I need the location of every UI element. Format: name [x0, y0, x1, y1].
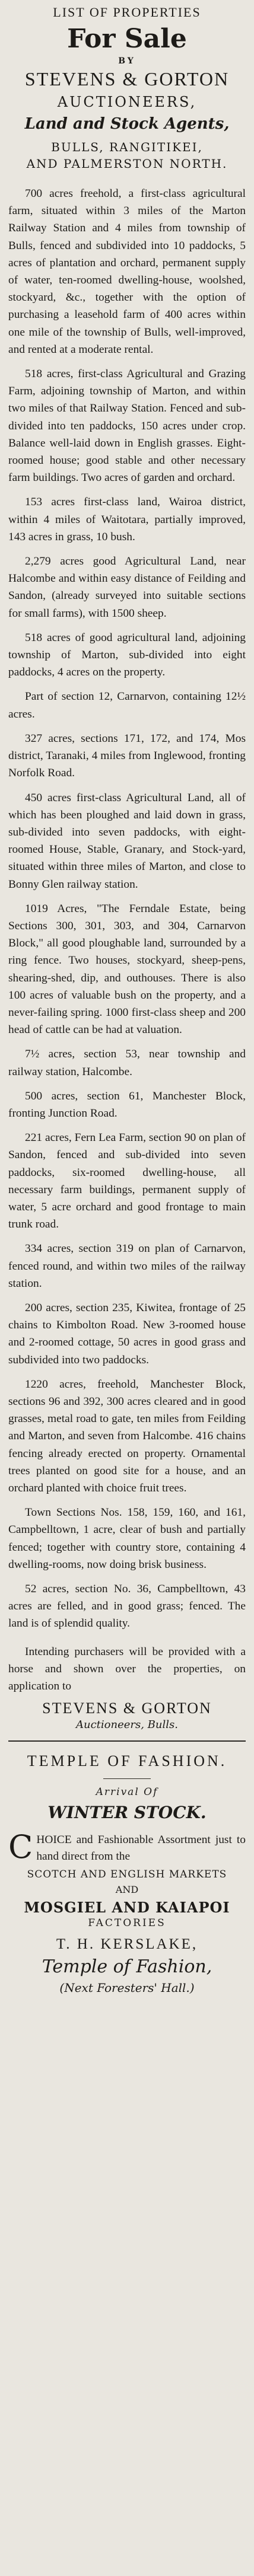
- proprietor-name: T. H. KERSLAKE,: [56, 1936, 198, 1953]
- property-item: 153 acres first-class land, Wairoa district, within 4 miles of Waitotara, partially improved, 143 acres in grass, 10 bush.: [8, 496, 246, 543]
- purchasers-notice: Intending purchasers will be provided with a horse and shown over the properties, on application to: [8, 1645, 246, 1693]
- location-note: (Next Foresters' Hall.): [59, 1981, 195, 1995]
- temple-name: Temple of Fashion,: [42, 1956, 212, 1978]
- signature-subtitle: Auctioneers, Bulls.: [76, 1719, 178, 1732]
- temple-body: [8, 1828, 246, 1866]
- property-item: 700 acres freehold, a first-class agricultural farm, situated within 3 miles of the Marton Railway Station and 4 miles from township of Bulls, fenced and subdivided into 10 paddocks, 5 acres of plantation and orchard, permanent supply of water, ten-roomed dwelling-house, woolshed, stockyard, &c., together with the option of purchasing a leasehold farm of 400 acres within one mile of the township of Bulls, well-improved, and rented at a moderate rental.: [8, 187, 246, 356]
- property-item: 1019 Acres, "The Ferndale Estate, being Sections 300, 301, 303, and 304, Carnarvon Block," all good ploughable land, surrounded by a ring fence. Two houses, stockyard, sheep-pens, shearing-shed, dip, and outhouses. There is also 100 acres of valuable bush on the property, and a never-failing spring. 1000 first-class sheep and 200 head of cattle can be had at valuation.: [8, 902, 246, 1037]
- temple-heading: TEMPLE OF FASHION.: [27, 1752, 227, 1770]
- advertisement-page: [5, 0, 249, 1998]
- property-item: 327 acres, sections 171, 172, and 174, Mos district, Taranaki, 4 miles from Inglewood, fronting Norfolk Road.: [8, 732, 246, 780]
- property-item: 52 acres, section No. 36, Campbelltown, 43 acres are felled, and in good grass; fenced. The land is of splendid quality.: [8, 1583, 246, 1630]
- winter-stock-heading: WINTER STOCK.: [47, 1803, 207, 1823]
- auctioneers-label: AUCTIONEERS,: [57, 94, 197, 110]
- property-item: 450 acres first-class Agricultural Land, all of which has been ploughed and laid down in grass, sub-divided into seven paddocks, with eight-roomed House, Stable, Granary, and Stock-yard, situated within three miles of Marton, and close to Bonny Glen railway station.: [8, 791, 246, 891]
- signature-firm: STEVENS & GORTON: [42, 1700, 212, 1717]
- property-item: 2,279 acres good Agricultural Land, near Halcombe and within easy distance of Feilding and Sandon, (already surveyed into suitable sections for small farms), with 1500 sheep.: [8, 555, 246, 620]
- location-line-1: BULLS, RANGITIKEI,: [51, 140, 203, 154]
- mosgiel-line: MOSGIEL AND KAIAPOI: [24, 1899, 230, 1917]
- property-item: Town Sections Nos. 158, 159, 160, and 161, Campbelltown, 1 acre, clear of bush and partially fenced; together with country store, containing 4 dwelling-rooms, now doing brisk business.: [8, 1506, 246, 1571]
- divider-rule: [8, 1740, 246, 1742]
- property-item: 518 acres of good agricultural land, adjoining township of Marton, sub-divided into eight paddocks, 4 acres on the property.: [8, 631, 246, 679]
- and-label: AND: [115, 1884, 139, 1896]
- property-item: 334 acres, section 319 on plan of Carnarvon, fenced round, and within two miles of the railway station.: [8, 1242, 246, 1290]
- property-list: [8, 185, 246, 1633]
- factories-line: FACTORIES: [88, 1917, 166, 1930]
- property-item: 7½ acres, section 53, near township and railway station, Halcombe.: [8, 1048, 246, 1078]
- property-item: Part of section 12, Carnarvon, containing 12½ acres.: [8, 690, 246, 720]
- property-item: 518 acres, first-class Agricultural and Grazing Farm, adjoining township of Marton, and within two miles of that Railway Station. Fenced and sub-divided into ten paddocks, 150 acres under crop. Balance well-laid down in English grasses. Eight-roomed house; good stable and other necessary farm buildings. Two acres of garden and orchard.: [8, 368, 246, 484]
- for-sale-heading: For Sale: [67, 24, 187, 54]
- markets-line: SCOTCH AND ENGLISH MARKETS: [27, 1869, 227, 1881]
- agents-label: Land and Stock Agents,: [24, 115, 230, 133]
- property-item: 221 acres, Fern Lea Farm, section 90 on plan of Sandon, fenced and sub-divided into seven paddocks, six-roomed dwelling-house, all necessary farm buildings, permanent supply of water, 5 acre orchard and good frontage to main trunk road.: [8, 1131, 246, 1231]
- property-item: 1220 acres, freehold, Manchester Block, sections 96 and 392, 300 acres cleared and in good grasses, metal road to gate, ten miles from Feilding and Marton, and seven from Halcombe. 416 chains fencing already erected on property. Ornamental trees planted on good site for a house, and an orchard planted with choice fruit trees.: [8, 1378, 246, 1495]
- temple-body-text: HOICE and Fashionable Assortment just to hand direct from the: [36, 1834, 246, 1863]
- location-line-2: AND PALMERSTON NORTH.: [26, 157, 228, 171]
- property-item: 200 acres, section 235, Kiwitea, frontage of 25 chains to Kimbolton Road. New 3-roomed house and 2-roomed cottage, 50 acres in good grass and subdivided into two paddocks.: [8, 1301, 246, 1366]
- drop-cap: C: [8, 1828, 33, 1866]
- firm-name: STEVENS & GORTON: [24, 68, 230, 90]
- divider-rule-short: [103, 1778, 151, 1779]
- arrival-label: Arrival Of: [96, 1786, 158, 1799]
- list-title: LIST OF PROPERTIES: [53, 5, 201, 20]
- property-item: 500 acres, section 61, Manchester Block, fronting Junction Road.: [8, 1089, 246, 1120]
- by-label: BY: [118, 56, 136, 66]
